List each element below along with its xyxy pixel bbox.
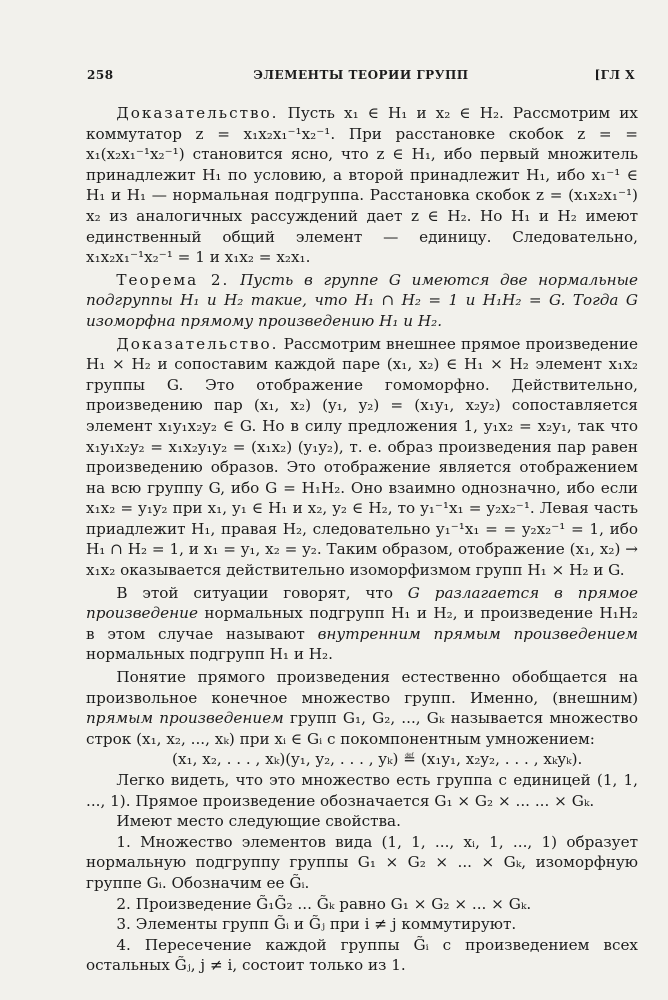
proof-text: Пусть x₁ ∈ H₁ и x₂ ∈ H₂. Рассмотрим их коммутатор z = x₁x₂x₁⁻¹x₂⁻¹. При расстановке скобок z = = x₁(x₂x₁⁻¹x₂⁻¹) становится ясно, что z ∈ H₁, ибо первый множитель принадлежит H₁ по условию, а второй принадлежит H₁, ибо x₁⁻¹ ∈ H₁ и H₁ — нормальная подгруппа. Расстановка скобок z = (x₁x₂x₁⁻¹) x₂ из аналогичных рассуждений дает z ∈ H₂. Но H₁ и H₂ имеют единственный общий элемент — единицу. Следовательно, x₁x₂x₁⁻¹x₂⁻¹ = 1 и x₁x₂ = x₂x₁. — [86, 104, 638, 267]
display-formula: (x₁, x₂, . . . , xₖ)(y₁, y₂, . . . , yₖ) ≝ (x₁y₁, x₂y₂, . . . , xₖyₖ). — [172, 750, 583, 769]
page-number: 258 — [87, 68, 114, 82]
proof-paragraph-2 — [86, 334, 638, 581]
term-italic: прямым произведением — [86, 709, 284, 728]
definition-paragraph — [86, 583, 638, 665]
page-body — [86, 103, 638, 976]
property-item: 1. Множество элементов вида (1, 1, ..., xᵢ, 1, ..., 1) образует нормальную подгруппу группы G₁ × G₂ × ... × Gₖ, изоморфную группе Gᵢ. Обозначим ее G̃ᵢ. — [86, 832, 638, 892]
text-run: нормальных подгрупп H₁ и H₂, и произведение H₁H₂ в этом случае называют — [86, 604, 638, 643]
theorem-2 — [86, 270, 638, 332]
properties-intro: Имеют место следующие свойства. — [116, 812, 401, 831]
text-run: нормальных подгрупп H₁ и H₂. — [86, 645, 333, 664]
term-italic: внутренним прямым произведением — [317, 624, 638, 643]
properties-list — [86, 832, 638, 976]
property-item: 4. Пересечение каждой группы G̃ᵢ с произведением всех остальных G̃ⱼ, j ≠ i, состоит только из 1. — [86, 935, 638, 975]
text-run: В этой ситуации говорят, что — [116, 583, 408, 602]
text-run: Понятие прямого произведения естественно обобщается на произвольное конечное множество групп. Именно, (внешним) — [86, 668, 638, 707]
group-paragraph: Легко видеть, что это множество есть группа с единицей (1, 1, ..., 1). Прямое произведение обозначается G₁ × G₂ × ... ... × Gₖ. — [86, 771, 638, 810]
property-item: 2. Произведение G̃₁G̃₂ ... G̃ₖ равно G₁ × G₂ × ... × Gₖ. — [116, 894, 532, 913]
property-item: 3. Элементы групп G̃ᵢ и G̃ⱼ при i ≠ j коммутируют. — [116, 915, 517, 934]
text-run: групп G₁, G₂, ..., Gₖ называется множество строк (x₁, x₂, ..., xₖ) при xᵢ ∈ Gᵢ с покомпонентным умножением: — [86, 709, 638, 748]
proof-text: Рассмотрим внешнее прямое произведение H₁ × H₂ и сопоставим каждой паре (x₁, x₂) ∈ H₁ × H₂ элемент x₁x₂ группы G. Это отображение гомоморфно. Действительно, произведению пар (x₁, x₂) (y₁, y₂) = (x₁y₁, x₂y₂) сопоставляется элемент x₁y₁x₂y₂ ∈ G. Но в силу предложения 1, y₁x₂ = x₂y₁, так что x₁y₁x₂y₂ = x₁x₂y₁y₂ = (x₁x₂) (y₁y₂), т. е. образ произведения пар равен произведению образов. Это отображение является отображением на всю группу G, ибо G = H₁H₂. Оно взаимно однозначно, ибо если x₁x₂ = y₁y₂ при x₁, y₁ ∈ H₁ и x₂, y₂ ∈ H₂, то y₁⁻¹x₁ = y₂x₂⁻¹. Левая часть приадлежит H₁, правая H₂, следовательно y₁⁻¹x₁ = = y₂x₂⁻¹ = 1, ибо H₁ ∩ H₂ = 1, и x₁ = y₁, x₂ = y₂. Таким образом, отображение (x₁, x₂) → x₁x₂ оказывается действительно изоморфизмом групп H₁ × H₂ и G. — [86, 334, 638, 580]
generalization-paragraph — [86, 667, 638, 749]
proof-paragraph-1 — [86, 103, 638, 268]
chapter-marker: [ГЛ X — [594, 68, 635, 82]
theorem-lead: Теорема 2. — [116, 270, 230, 289]
proof-lead: Доказательство. — [116, 334, 279, 353]
proof-lead: Доказательство. — [116, 104, 279, 122]
theorem-statement: Пусть в группе G имеются две нормальные подгруппы H₁ и H₂ такие, что H₁ ∩ H₂ = 1 и H₁H₂ = G. Тогда G изоморфна прямому произведению H₁ и H₂. — [86, 270, 638, 330]
running-title: ЭЛЕМЕНТЫ ТЕОРИИ ГРУПП — [253, 68, 469, 82]
term-italic: G разлагается в прямое произведение — [86, 583, 638, 623]
